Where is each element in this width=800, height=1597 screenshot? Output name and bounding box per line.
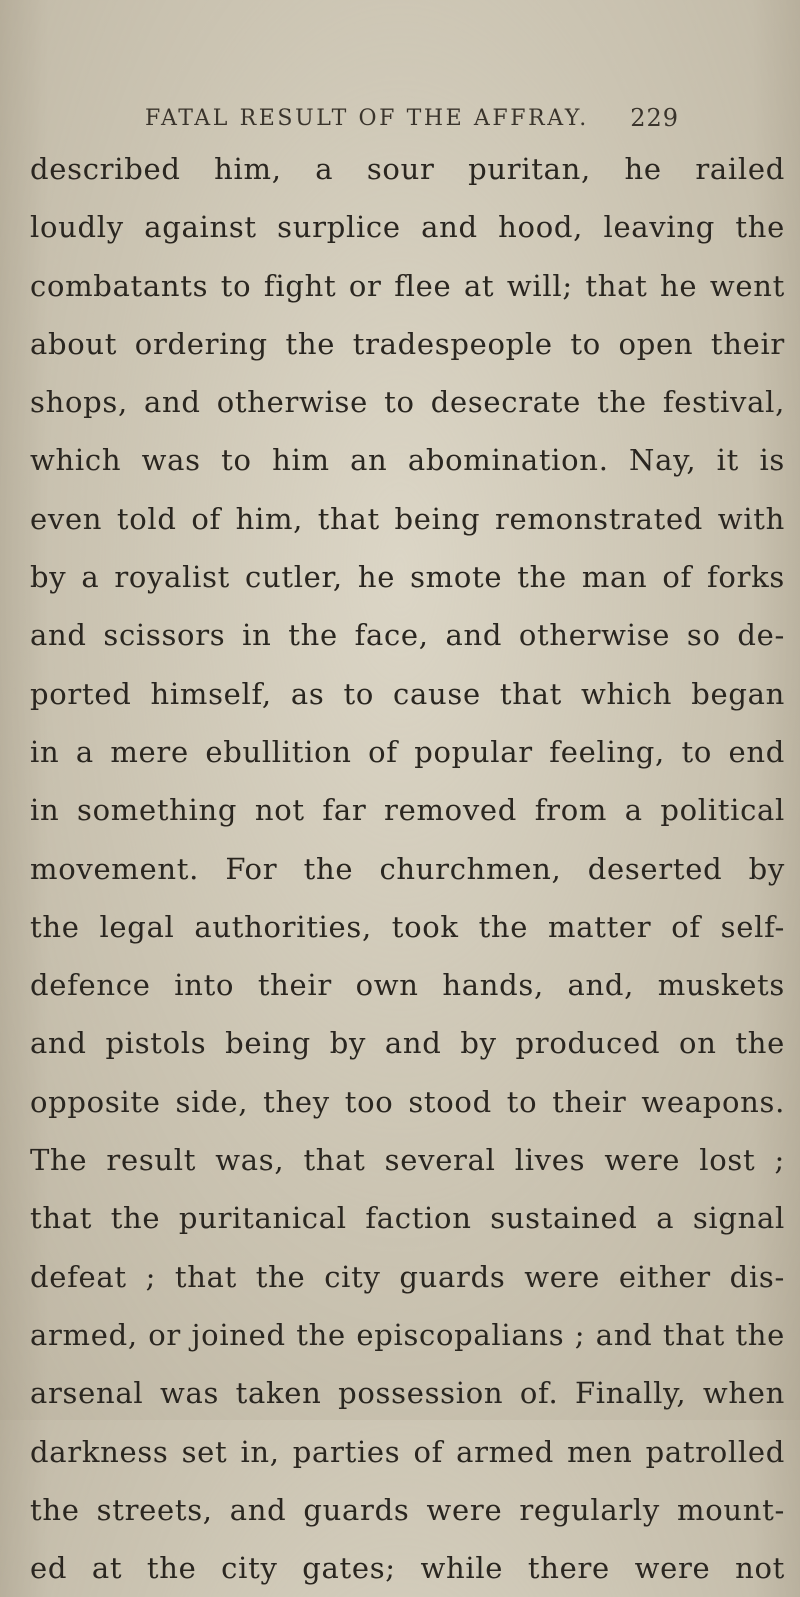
body-text — [30, 140, 785, 1597]
text-line: the legal authorities, took the matter of self- — [30, 909, 785, 944]
text-line: that the puritanical faction sustained a signal — [30, 1201, 785, 1236]
text-line: about ordering the tradespeople to open their — [30, 326, 785, 361]
running-title: FATAL RESULT OF THE AFFRAY. — [145, 106, 589, 131]
text-line: armed, or joined the episcopalians ; and that the — [30, 1317, 785, 1352]
text-line: ported himself, as to cause that which began — [30, 676, 785, 711]
text-line: combatants to fight or flee at will; that he went — [30, 268, 785, 303]
text-line: defeat ; that the city guards were either dis- — [30, 1259, 785, 1294]
text-line: the streets, and guards were regularly mount- — [30, 1492, 785, 1527]
page-header — [115, 100, 685, 140]
text-line: darkness set in, parties of armed men patrolled — [30, 1434, 785, 1469]
text-line: in something not far removed from a political — [30, 793, 785, 828]
text-line: defence into their own hands, and, muskets — [30, 968, 785, 1003]
text-line: shops, and otherwise to desecrate the festival, — [30, 385, 785, 420]
text-line: by a royalist cutler, he smote the man of forks — [30, 560, 785, 595]
page-number: 229 — [630, 104, 679, 132]
text-line: The result was, that several lives were lost ; — [30, 1143, 785, 1178]
text-line: which was to him an abomination. Nay, it is — [30, 443, 785, 478]
text-line: described him, a sour puritan, he railed — [30, 152, 785, 186]
text-line: movement. For the churchmen, deserted by — [30, 851, 785, 886]
text-line: loudly against surplice and hood, leaving the — [30, 210, 785, 245]
text-line: arsenal was taken possession of. Finally, when — [30, 1376, 785, 1411]
text-line: even told of him, that being remonstrated with — [30, 501, 785, 536]
text-line: opposite side, they too stood to their weapons. — [30, 1084, 785, 1119]
text-line: ed at the city gates; while there were not — [30, 1551, 785, 1586]
text-line: and scissors in the face, and otherwise so de- — [30, 618, 785, 653]
text-line: and pistols being by and by produced on the — [30, 1026, 785, 1061]
text-line: in a mere ebullition of popular feeling, to end — [30, 734, 785, 769]
